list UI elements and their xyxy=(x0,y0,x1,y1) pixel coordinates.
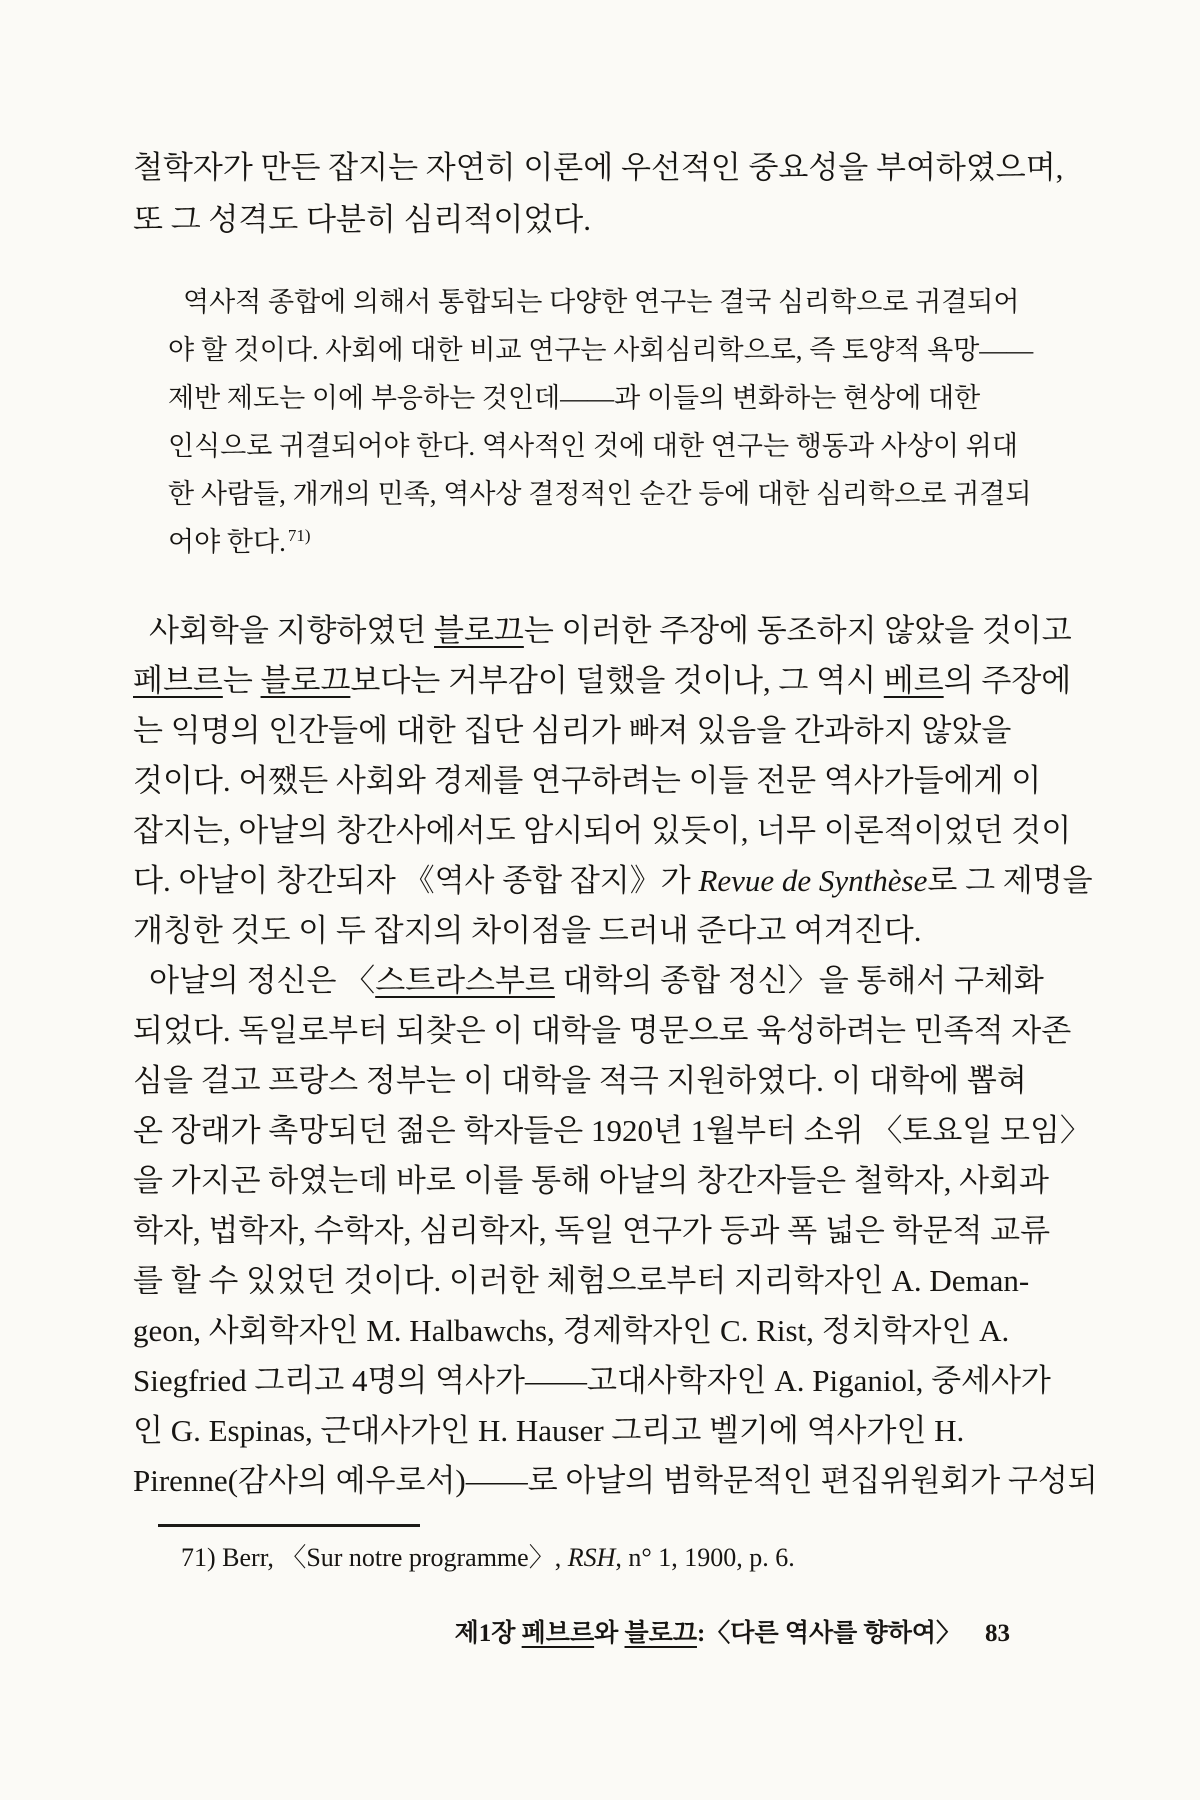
text-segment: 는 이러한 주장에 동조하지 않았을 것이고 xyxy=(523,613,1072,648)
footnote xyxy=(181,1537,1200,1579)
text-line xyxy=(168,518,1200,566)
blockquote xyxy=(168,278,1200,566)
text-line: Pirenne(감사의 예우로서)——로 아날의 범학문적인 편집위원회가 구성되 xyxy=(133,1463,1098,1498)
footnote-area xyxy=(0,1524,1200,1579)
text-segment: 사회학을 지향하였던 xyxy=(149,613,435,648)
text-line xyxy=(133,956,1200,1006)
page-number: 83 xyxy=(985,1620,1010,1647)
text-line: 야 할 것이다. 사회에 대한 비교 연구는 사회심리학으로, 즉 토양적 욕망—— xyxy=(168,335,1034,365)
text-segment: 는 xyxy=(222,663,261,698)
text-line: 되었다. 독일로부터 되찾은 이 대학을 명문으로 육성하려는 민족적 자존 xyxy=(133,1013,1072,1048)
footnote-marker: 71) xyxy=(287,526,311,545)
text-segment: :〈다른 역사를 향하여〉 xyxy=(696,1620,961,1647)
proper-noun: 스트라스부르 xyxy=(375,963,555,998)
text-segment: 아날의 정신은 〈 xyxy=(149,963,376,998)
text-segment: 제1장 xyxy=(454,1620,522,1647)
text-line: 제반 제도는 이에 부응하는 것인데——과 이들의 변화하는 현상에 대한 xyxy=(168,383,981,413)
paragraph-annales-spirit xyxy=(133,956,1200,1506)
text-line: 역사적 종합에 의해서 통합되는 다양한 연구는 결국 심리학으로 귀결되어 xyxy=(183,287,1020,317)
text-line: 는 익명의 인간들에 대한 집단 심리가 빠져 있음을 간과하지 않았을 xyxy=(133,713,1012,748)
text-line: 인식으로 귀결되어야 한다. 역사적인 것에 대한 연구는 행동과 사상이 위대 xyxy=(168,431,1018,461)
chapter-title xyxy=(455,1620,961,1647)
text-line: 를 할 수 있었던 것이다. 이러한 체험으로부터 지리학자인 A. Deman- xyxy=(133,1263,1030,1298)
text-line: 또 그 성격도 다분히 심리적이었다. xyxy=(133,202,591,237)
footnote-divider xyxy=(158,1524,420,1527)
paragraph-bloch-febvre xyxy=(133,606,1200,956)
quote-closing-text: 어야 한다. xyxy=(168,527,286,557)
journal-title: Revue de Synthèse xyxy=(698,863,928,898)
text-line xyxy=(133,656,1200,706)
text-segment: 와 xyxy=(594,1620,625,1647)
text-line: 학자, 법학자, 수학자, 심리학자, 독일 연구가 등과 폭 넓은 학문적 교류 xyxy=(133,1213,1051,1248)
running-footer xyxy=(0,1613,1200,1649)
text-line: 온 장래가 촉망되던 젊은 학자들은 1920년 1월부터 소위 〈토요일 모임〉 xyxy=(133,1113,1091,1148)
proper-noun: 블로끄 xyxy=(434,613,524,648)
proper-noun: 블로끄 xyxy=(624,1620,697,1647)
proper-noun: 페브르 xyxy=(133,663,223,698)
proper-noun: 블로끄 xyxy=(260,663,351,698)
footnote-text: , n° 1, 1900, p. 6. xyxy=(615,1543,795,1572)
text-line xyxy=(133,606,1200,656)
proper-noun: 베르 xyxy=(883,663,944,698)
journal-abbreviation: RSH xyxy=(567,1543,616,1572)
text-line: 을 가지곤 하였는데 바로 이를 통해 아날의 창간자들은 철학자, 사회과 xyxy=(133,1163,1049,1198)
text-segment: 다. 아날이 창간되자 《역사 종합 잡지》가 xyxy=(133,863,699,898)
text-segment: 로 그 제명을 xyxy=(927,863,1093,898)
proper-noun: 페브르 xyxy=(521,1620,595,1647)
text-segment: 의 주장에 xyxy=(943,663,1072,698)
paragraph-intro xyxy=(133,142,1200,246)
text-segment: 대학의 종합 정신〉을 통해서 구체화 xyxy=(554,963,1044,998)
footnote-text: 71) Berr, 〈Sur notre programme〉, xyxy=(181,1543,568,1572)
text-line: geon, 사회학자인 M. Halbawchs, 경제학자인 C. Rist, 정치학자인 A. xyxy=(133,1313,1010,1348)
text-line: 것이다. 어쨌든 사회와 경제를 연구하려는 이들 전문 역사가들에게 이 xyxy=(133,763,1042,798)
text-line: 심을 걸고 프랑스 정부는 이 대학을 적극 지원하였다. 이 대학에 뽑혀 xyxy=(133,1063,1027,1098)
text-line: Siegfried 그리고 4명의 역사가——고대사학자인 A. Piganiol, 중세사가 xyxy=(133,1363,1051,1398)
text-line: 철학자가 만든 잡지는 자연히 이론에 우선적인 중요성을 부여하였으며, xyxy=(133,150,1064,185)
text-line: 인 G. Espinas, 근대사가인 H. Hauser 그리고 벨기에 역사가인 H. xyxy=(133,1413,965,1448)
text-line: 한 사람들, 개개의 민족, 역사상 결정적인 순간 등에 대한 심리학으로 귀결되 xyxy=(168,479,1032,509)
text-line xyxy=(133,856,1200,906)
text-line: 개칭한 것도 이 두 잡지의 차이점을 드러내 준다고 여겨진다. xyxy=(133,913,922,948)
text-line: 잡지는, 아날의 창간사에서도 암시되어 있듯이, 너무 이론적이었던 것이 xyxy=(133,813,1072,848)
text-segment: 보다는 거부감이 덜했을 것이나, 그 역시 xyxy=(350,663,884,698)
